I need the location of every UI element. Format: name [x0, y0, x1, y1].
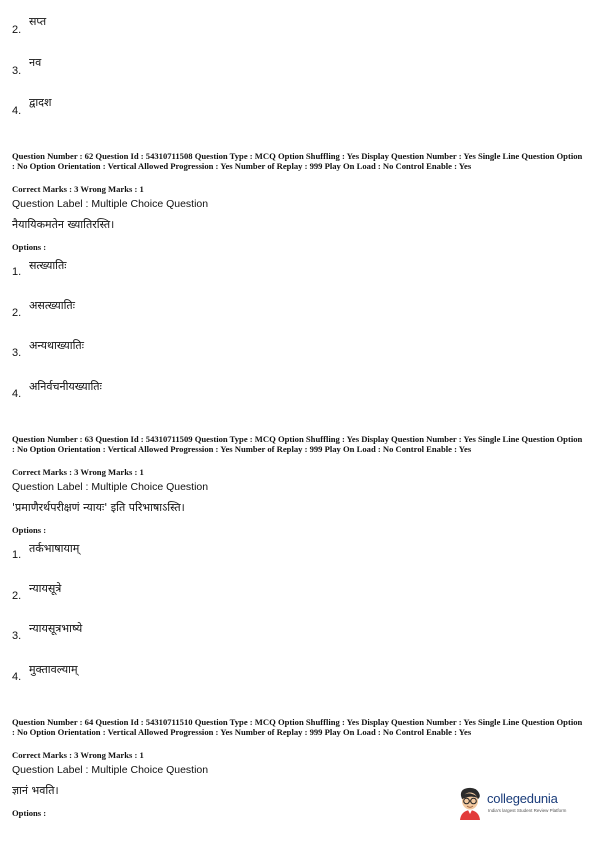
option-number: 3. [12, 65, 22, 77]
question-text: नैयायिकमतेन ख्यातिरस्ति। [12, 218, 115, 231]
option-text: नव [29, 56, 42, 69]
option-number: 4. [12, 388, 22, 400]
option-text: असत्ख्यातिः [29, 299, 75, 312]
student-avatar-icon [456, 786, 484, 820]
question-text: ज्ञानं भवति। [12, 784, 59, 797]
option-text: मुक्तावल्याम् [29, 663, 78, 676]
option-text: अनिर्वचनीयख्यातिः [29, 380, 102, 393]
options-heading: Options : [12, 525, 47, 535]
brand-name: collegedunia [487, 791, 558, 806]
option-number: 2. [12, 590, 22, 602]
option-number: 2. [12, 307, 22, 319]
question-meta: Question Number : 63 Question Id : 54310711509 Question Type : MCQ Option Shuffling : Yes Display Question Number : Yes Single Line Question Option : No Option Orientation : Vertical Allowed Progression : Yes Number of Replay : 999 Play On Load : No Control Enable : Yes [12, 434, 583, 454]
marks-info: Correct Marks : 3 Wrong Marks : 1 [12, 467, 144, 477]
question-label: Question Label : Multiple Choice Question [12, 764, 209, 776]
option-number: 1. [12, 549, 22, 561]
option-number: 3. [12, 630, 22, 642]
option-number: 1. [12, 266, 22, 278]
marks-info: Correct Marks : 3 Wrong Marks : 1 [12, 184, 144, 194]
option-number: 2. [12, 24, 22, 36]
option-text: द्वादश [29, 96, 52, 109]
option-text: न्यायसूत्रभाष्ये [29, 622, 83, 635]
option-text: न्यायसूत्रे [29, 582, 62, 595]
question-meta: Question Number : 62 Question Id : 54310711508 Question Type : MCQ Option Shuffling : Yes Display Question Number : Yes Single Line Question Option : No Option Orientation : Vertical Allowed Progression : Yes Number of Replay : 999 Play On Load : No Control Enable : Yes [12, 151, 583, 171]
option-text: सत्ख्यातिः [29, 259, 67, 272]
options-heading: Options : [12, 808, 47, 818]
question-label: Question Label : Multiple Choice Question [12, 481, 209, 493]
options-heading: Options : [12, 242, 47, 252]
collegedunia-logo[interactable] [456, 786, 586, 822]
question-text: 'प्रमाणैरर्थपरीक्षणं न्यायः' इति परिभाषाऽस्ति। [12, 501, 185, 514]
option-text: सप्त [29, 15, 47, 28]
marks-info: Correct Marks : 3 Wrong Marks : 1 [12, 750, 144, 760]
option-number: 4. [12, 105, 22, 117]
question-label: Question Label : Multiple Choice Question [12, 198, 209, 210]
option-number: 3. [12, 347, 22, 359]
brand-tagline: India's largest Student Review Platform [488, 808, 567, 813]
option-text: तर्कभाषायाम् [29, 542, 80, 555]
question-meta: Question Number : 64 Question Id : 54310711510 Question Type : MCQ Option Shuffling : Yes Display Question Number : Yes Single Line Question Option : No Option Orientation : Vertical Allowed Progression : Yes Number of Replay : 999 Play On Load : No Control Enable : Yes [12, 717, 583, 737]
option-text: अन्यथाख्यातिः [29, 339, 84, 352]
option-number: 4. [12, 671, 22, 683]
